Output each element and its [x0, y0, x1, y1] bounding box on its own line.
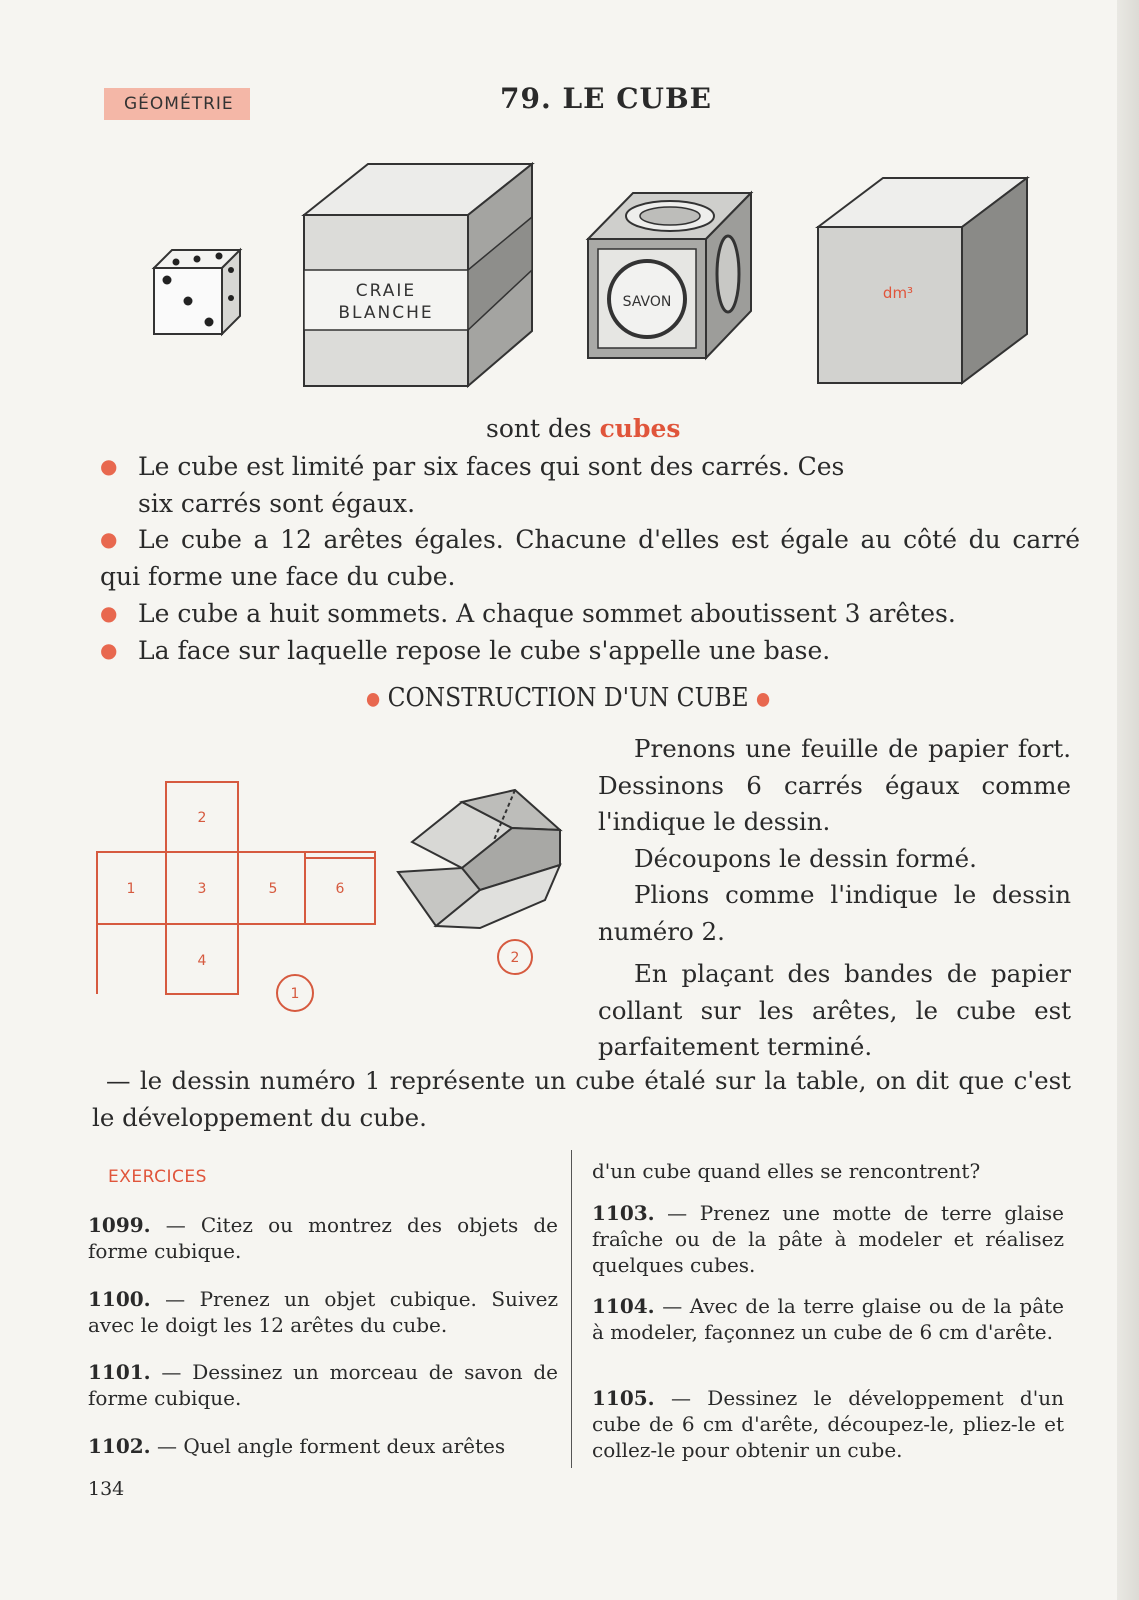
exercise-number: 1103. [592, 1201, 655, 1225]
exercise-1102 [88, 1433, 558, 1459]
construction-heading: ● CONSTRUCTION D'UN CUBE ● [366, 683, 771, 713]
exercise-number: 1105. [592, 1386, 655, 1410]
bullet-dot: ● [100, 454, 118, 478]
exercise-1102-continued [592, 1158, 1064, 1184]
exercise-1100 [88, 1286, 558, 1338]
bullet-1 [100, 448, 860, 522]
figure-1-label: 1 [290, 986, 300, 1002]
net-label-5: 5 [268, 881, 278, 897]
cube-objects-illustration [0, 0, 1139, 410]
exercise-text: — Avec de la terre glaise ou de la pâte à modeler, façonnez un cube de 6 cm d'arête. [592, 1294, 1065, 1344]
exercise-text: — Quel angle forment deux arêtes [157, 1434, 506, 1458]
cube-net-figures [0, 760, 600, 1020]
exercise-1105 [592, 1385, 1064, 1463]
exercise-number: 1104. [592, 1294, 655, 1318]
bullet-4-text: La face sur laquelle repose le cube s'appelle une base. [138, 636, 831, 665]
caption-highlight: cubes [599, 414, 681, 443]
soap-cube-illustration [588, 193, 751, 358]
illustration-caption [486, 414, 680, 443]
page-title: 79. LE CUBE [500, 82, 712, 115]
bullet-dot: ● [100, 638, 118, 662]
exercise-number: 1102. [88, 1434, 151, 1458]
bullet-2-text: Le cube a 12 arêtes égales. Chacune d'elles est égale au côté du carré qui forme une face du cube. [100, 525, 1080, 591]
bullet-2 [100, 521, 1080, 595]
exercise-text: — Citez ou montrez des objets de forme cubique. [88, 1213, 558, 1263]
dm3-label: dm³ [882, 284, 914, 302]
net-label-4: 4 [197, 953, 207, 969]
cubic-decimetre-illustration [818, 178, 1027, 383]
page-number: 134 [88, 1478, 125, 1500]
chalk-label-line1: CRAIE [355, 281, 417, 301]
bullet-3 [100, 595, 1080, 632]
construction-step-3: Plions comme l'indique le dessin numéro 2. [598, 880, 1071, 946]
chalk-label-line2: BLANCHE [338, 303, 434, 323]
exercise-number: 1099. [88, 1213, 151, 1237]
figure-2-label: 2 [510, 950, 520, 966]
caption-prefix: sont des [486, 414, 592, 443]
column-divider [571, 1150, 572, 1468]
exercises-heading: EXERCICES [108, 1167, 207, 1187]
bullet-dot: ● [100, 527, 118, 551]
exercise-text: — Dessinez un morceau de savon de forme cubique. [88, 1360, 558, 1410]
chalk-box-illustration [304, 164, 532, 386]
die-illustration [154, 250, 240, 334]
bullet-1-text: Le cube est limité par six faces qui sont des carrés. Ces six carrés sont égaux. [138, 452, 845, 518]
exercise-text: d'un cube quand elles se rencontrent? [592, 1159, 981, 1183]
exercise-text: — Prenez une motte de terre glaise fraîche ou de la pâte à modeler et réalisez quelques cubes. [592, 1201, 1065, 1277]
exercise-1099 [88, 1212, 558, 1264]
construction-step-4: En plaçant des bandes de papier collant sur les arêtes, le cube est parfaitement terminé. [598, 959, 1071, 1061]
exercise-text: — Prenez un objet cubique. Suivez avec le doigt les 12 arêtes du cube. [88, 1287, 558, 1337]
exercise-number: 1100. [88, 1287, 151, 1311]
bullet-dot: ● [100, 601, 118, 625]
construction-heading-text: CONSTRUCTION D'UN CUBE [387, 683, 749, 713]
section-tag: GÉOMÉTRIE [104, 88, 250, 120]
exercise-1101 [88, 1359, 558, 1411]
folding-cube-figure-2 [398, 790, 560, 928]
exercise-text: — Dessinez le développement d'un cube de 6 cm d'arête, découpez-le, pliez-le et collez-le pour obtenir un cube. [592, 1386, 1064, 1462]
exercise-number: 1101. [88, 1360, 151, 1384]
net-label-2: 2 [197, 810, 207, 826]
soap-label: SAVON [622, 294, 672, 310]
bullet-4 [100, 632, 1080, 669]
construction-step-1: Prenons une feuille de papier fort. Dessinons 6 carrés égaux comme l'indique le dessin. [598, 734, 1071, 836]
exercise-1103 [592, 1200, 1064, 1278]
net-label-6: 6 [335, 881, 345, 897]
exercise-1104 [592, 1293, 1064, 1345]
construction-step-2: Découpons le dessin formé. [634, 844, 977, 873]
construction-conclusion: — le dessin numéro 1 représente un cube étalé sur la table, on dit que c'est le développement du cube. [92, 1066, 1071, 1132]
net-label-3: 3 [197, 881, 207, 897]
bullet-3-text: Le cube a huit sommets. A chaque sommet aboutissent 3 arêtes. [138, 599, 956, 628]
net-label-1: 1 [126, 881, 136, 897]
